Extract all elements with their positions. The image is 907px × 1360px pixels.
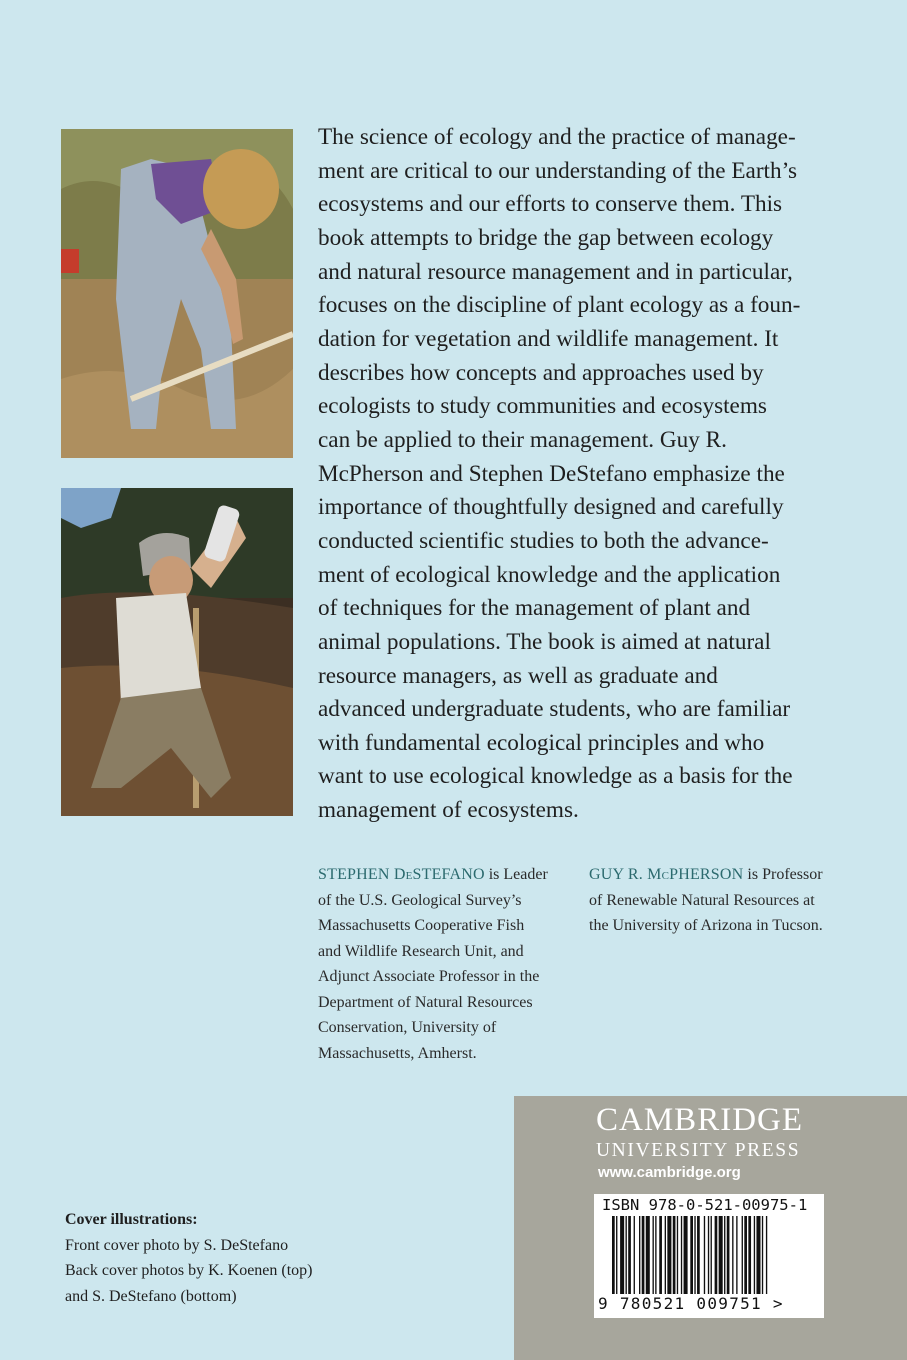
description-line: ment of ecological knowledge and the application (318, 561, 781, 588)
barcode-bar (634, 1216, 635, 1294)
author-bio-mcpherson (589, 862, 849, 939)
description-line: describes how concepts and approaches used by (318, 359, 764, 386)
credits-heading: Cover illustrations: (65, 1211, 198, 1228)
author-name: GUY R. McPHERSON (589, 866, 744, 883)
barcode-bar (727, 1216, 730, 1294)
description-line: animal populations. The book is aimed at natural (318, 628, 771, 655)
description-line: ecologists to study communities and ecosystems (318, 393, 767, 420)
description-line: conducted scientific studies to both the advance- (318, 527, 769, 554)
credits-line: Back cover photos by K. Koenen (top) (65, 1262, 313, 1279)
bio-first-line (318, 862, 568, 888)
book-description (318, 121, 858, 828)
barcode-bar (748, 1216, 751, 1294)
barcode-bar (646, 1216, 650, 1294)
barcode-bar (711, 1216, 712, 1294)
barcode-bar (690, 1216, 693, 1294)
photo-woman-measuring-transect-icon (61, 129, 293, 458)
bio-line: Massachusetts Cooperative Fish (318, 917, 525, 934)
bio-line: Conservation, University of (318, 1019, 497, 1036)
bio-line: Massachusetts, Amherst. (318, 1044, 477, 1062)
description-line: importance of thoughtfully designed and carefully (318, 494, 784, 521)
barcode-bar (684, 1216, 688, 1294)
description-line: ment are critical to our understanding of the Earth’s (318, 157, 798, 184)
author-bio-destefano (318, 862, 568, 1066)
description-line: ecosystems and our efforts to conserve them. This (318, 191, 783, 218)
bio-line: the University of Arizona in Tucson. (589, 917, 823, 934)
barcode-bar (719, 1216, 723, 1294)
bio-line: Department of Natural Resources (318, 993, 533, 1011)
cover-photo-top (61, 129, 293, 458)
barcode-bar (694, 1216, 695, 1294)
description-line: advanced undergraduate students, who are familiar (318, 696, 791, 723)
description-line: book attempts to bridge the gap between ecology (318, 224, 774, 251)
bio-line: Adjunct Associate Professor in the (318, 968, 540, 985)
barcode-bar (677, 1216, 678, 1294)
barcode-bar (681, 1216, 682, 1294)
barcode-bar (665, 1216, 666, 1294)
isbn-label: ISBN 978-0-521-00975-1 (602, 1196, 808, 1214)
barcode-bar (766, 1216, 767, 1294)
barcode-bar (715, 1216, 718, 1294)
bio-line: of the U.S. Geological Survey’s (318, 891, 522, 909)
barcode-bar (754, 1216, 755, 1294)
photo-man-with-instrument-icon (61, 488, 293, 816)
description-line: focuses on the discipline of plant ecology as a foun- (318, 292, 801, 319)
barcode-bar (667, 1216, 671, 1294)
description-line: The science of ecology and the practice of manage- (318, 124, 796, 150)
cover-credits (65, 1207, 313, 1309)
barcode-bar (704, 1216, 705, 1294)
description-line: of techniques for the management of plant and (318, 595, 751, 622)
bio-text: is Leader (484, 866, 548, 883)
barcode-bar (744, 1216, 747, 1294)
bio-line: and Wildlife Research Unit, and (318, 942, 524, 960)
barcode-bar (736, 1216, 737, 1294)
barcode-bar (626, 1216, 627, 1294)
cover-photo-bottom (61, 488, 293, 816)
barcode-bar (612, 1216, 615, 1294)
description-line: resource managers, as well as graduate and (318, 662, 718, 689)
barcode-bar (697, 1216, 700, 1294)
credits-line: Front cover photo by S. DeStefano (65, 1236, 289, 1254)
description-line: McPherson and Stephen DeStefano emphasize the (318, 460, 785, 487)
description-line: dation for vegetation and wildlife management. It (318, 325, 779, 352)
barcode-panel (594, 1194, 824, 1318)
barcode-bar (653, 1216, 654, 1294)
barcode-bar (655, 1216, 656, 1294)
publisher-press: UNIVERSITY PRESS (596, 1140, 801, 1161)
description-line: management of ecosystems. (318, 797, 579, 824)
barcode-bar (724, 1216, 725, 1294)
barcode-bar (762, 1216, 763, 1294)
bio-line: of Renewable Natural Resources at (589, 891, 815, 909)
barcode-bar (659, 1216, 662, 1294)
publisher-name: CAMBRIDGE (596, 1102, 804, 1138)
description-line: want to use ecological knowledge as a basis for the (318, 763, 793, 790)
description-line: and natural resource management and in particular, (318, 258, 793, 285)
description-line: with fundamental ecological principles and who (318, 729, 765, 756)
credits-line: and S. DeStefano (bottom) (65, 1287, 237, 1305)
barcode-bar (616, 1216, 617, 1294)
author-name: STEPHEN DeSTEFANO (318, 866, 485, 883)
barcode-bar (742, 1216, 743, 1294)
description-line: can be applied to their management. Guy R. (318, 426, 727, 453)
bio-first-line (589, 862, 849, 888)
barcode-bar (756, 1216, 760, 1294)
barcode-bar (708, 1216, 709, 1294)
barcode-bar (642, 1216, 645, 1294)
bio-text: is Professor (743, 866, 823, 883)
barcode-bar (639, 1216, 640, 1294)
barcode-bar (673, 1216, 676, 1294)
publisher-panel (514, 1096, 907, 1360)
barcode-bar (732, 1216, 733, 1294)
barcode-digits: 9 780521 009751 > (598, 1294, 784, 1313)
barcode-bar (628, 1216, 631, 1294)
barcode-bar (620, 1216, 624, 1294)
publisher-url[interactable]: www.cambridge.org (598, 1164, 741, 1181)
